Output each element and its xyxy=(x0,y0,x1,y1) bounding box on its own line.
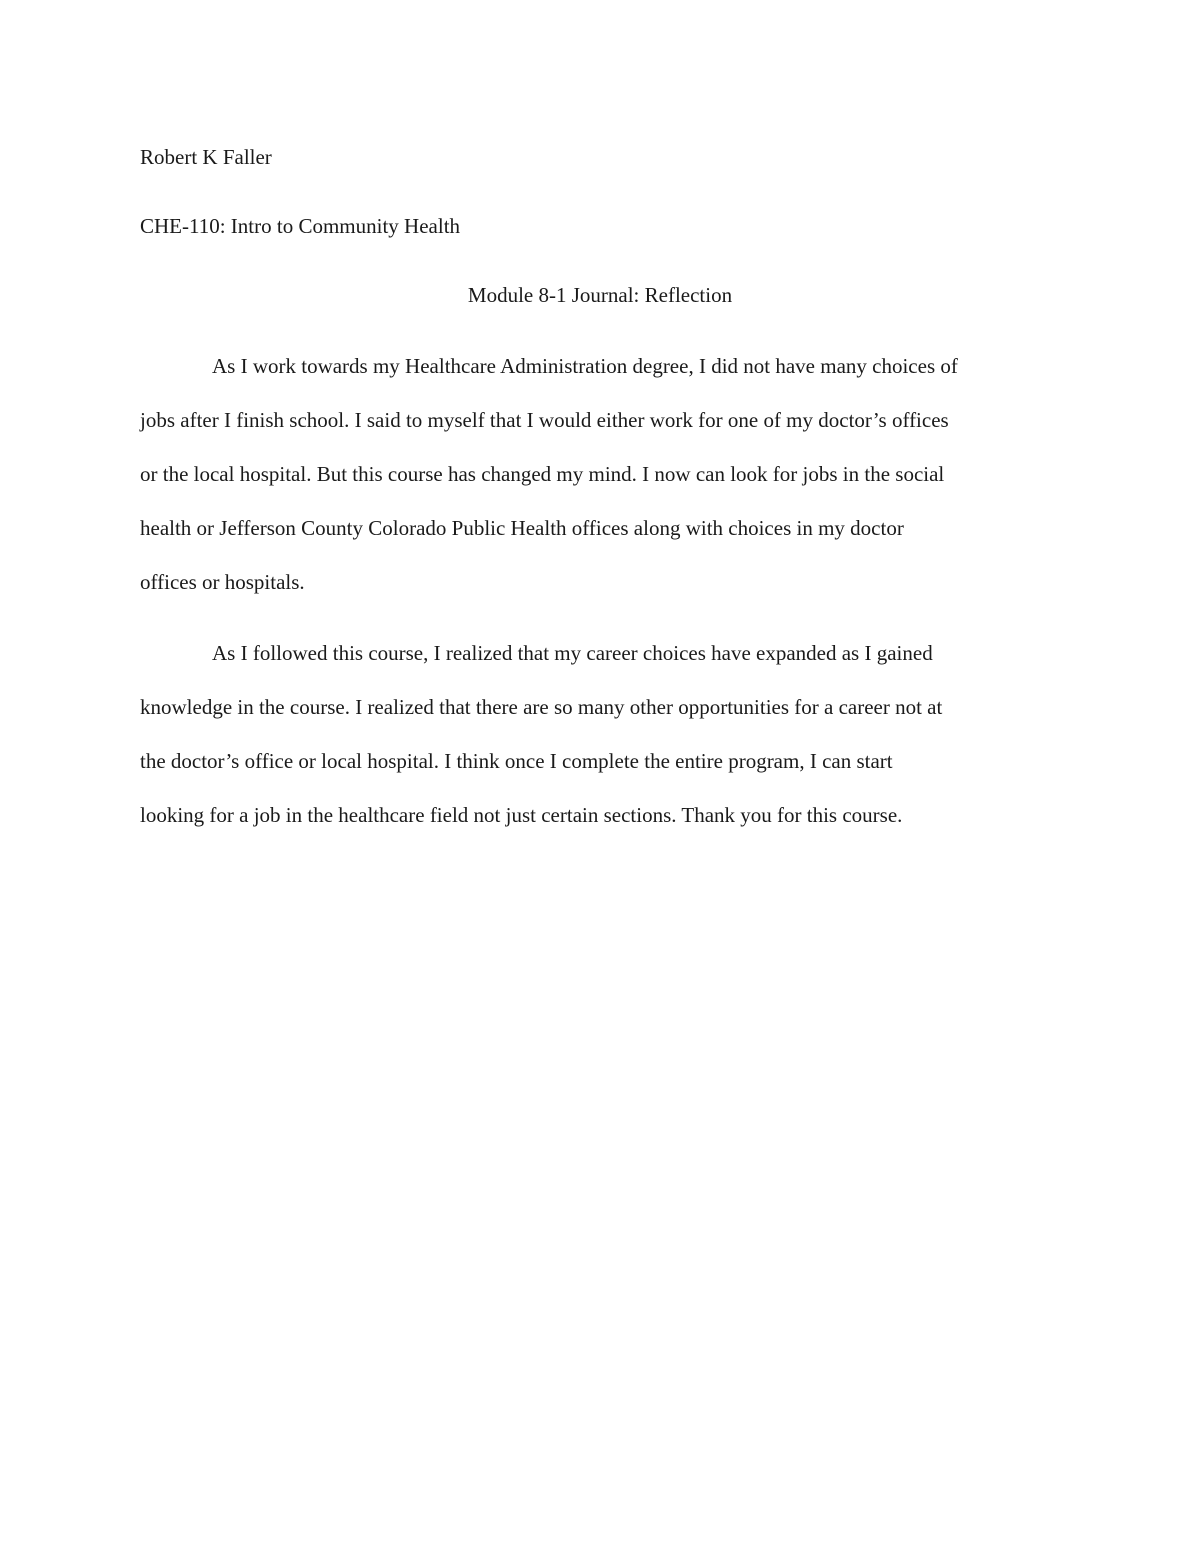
paragraph-line: looking for a job in the healthcare field not just certain sections. Thank you for this course. xyxy=(140,803,903,827)
paragraph-line: knowledge in the course. I realized that there are so many other opportunities for a career not at xyxy=(140,695,943,719)
paragraph-line: As I followed this course, I realized that my career choices have expanded as I gained xyxy=(212,641,933,665)
paragraph-line: or the local hospital. But this course has changed my mind. I now can look for jobs in the social xyxy=(140,462,945,486)
paragraph-line: the doctor’s office or local hospital. I think once I complete the entire program, I can start xyxy=(140,749,893,773)
author-name: Robert K Faller xyxy=(140,145,272,169)
course-name: CHE-110: Intro to Community Health xyxy=(140,214,461,238)
paragraph-line: jobs after I finish school. I said to myself that I would either work for one of my doctor’s offices xyxy=(140,408,949,432)
document-title: Module 8-1 Journal: Reflection xyxy=(467,283,733,307)
paragraph-line: offices or hospitals. xyxy=(140,570,305,594)
paragraph-line: health or Jefferson County Colorado Public Health offices along with choices in my doctor xyxy=(140,516,904,540)
paragraph-line: As I work towards my Healthcare Administration degree, I did not have many choices of xyxy=(212,354,958,378)
